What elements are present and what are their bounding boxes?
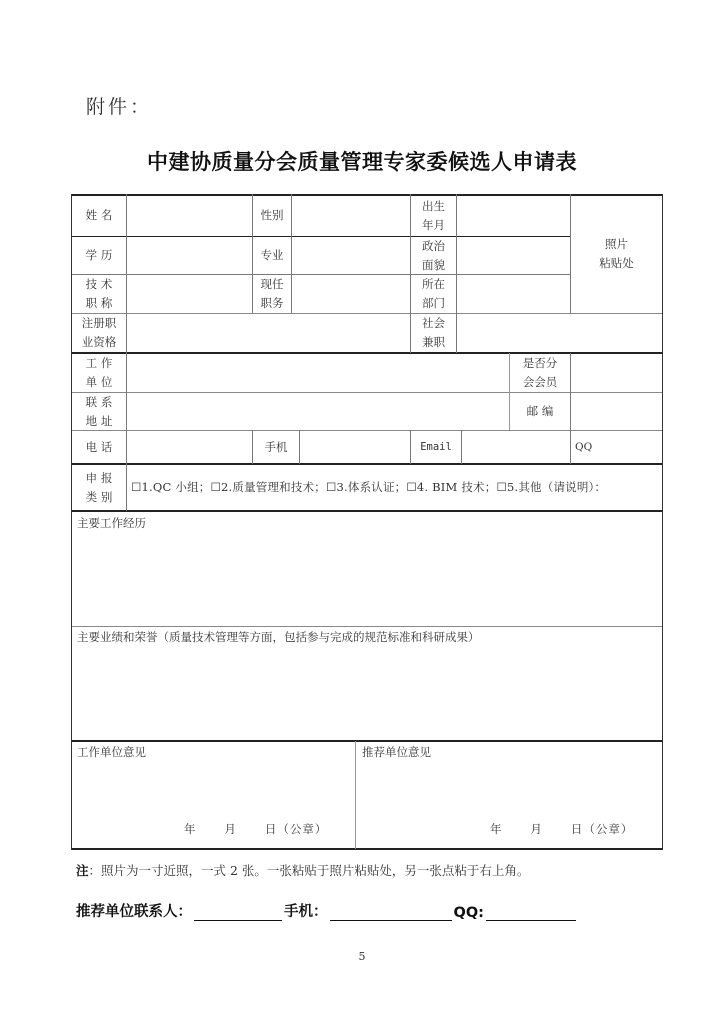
contact-qq-blank[interactable] [486, 904, 576, 921]
qq-field[interactable] [600, 431, 662, 463]
label-phone: 电 话 [85, 439, 113, 454]
email-field[interactable] [462, 431, 570, 463]
education-field[interactable] [127, 237, 252, 274]
checkbox-icon[interactable]: ☐ [496, 480, 507, 494]
label-is-member: 是否分 会会员 [522, 356, 558, 389]
label-recommender-opinion: 推荐单位意见 [362, 745, 431, 759]
major-field[interactable] [292, 237, 410, 274]
work-unit-field[interactable] [127, 354, 509, 392]
category-option[interactable]: ☐4. BIM 技术； [406, 480, 497, 494]
address-field[interactable] [127, 393, 509, 430]
label-current-post: 现任 职务 [260, 277, 284, 310]
political-field[interactable] [457, 237, 570, 274]
label-mobile: 手机 [264, 439, 288, 454]
photo-note [76, 861, 529, 879]
unit-opinion-field[interactable] [72, 763, 355, 813]
page-number: 5 [358, 950, 366, 963]
label-email: Email [420, 440, 452, 453]
social-post-field[interactable] [457, 314, 662, 352]
label-reg-qualification: 注册职 业资格 [81, 316, 117, 349]
label-major: 专业 [260, 248, 284, 262]
label-postcode: 邮 编 [526, 404, 554, 418]
note-text: ：照片为一寸近照，一式 2 张。一张粘贴于照片粘贴处，另一张点粘于右上角。 [88, 863, 530, 878]
category-option[interactable]: ☐2.质量管理和技术； [210, 480, 326, 494]
label-gender: 性别 [260, 208, 284, 222]
row-divider [71, 740, 663, 742]
mobile-field[interactable] [300, 431, 410, 463]
label-name: 姓 名 [85, 208, 113, 222]
label-political: 政治 面貌 [422, 238, 445, 272]
recommender-date-seal: 年 月 日（公章） [490, 822, 634, 836]
row-divider [71, 510, 663, 512]
contact-line [76, 900, 578, 921]
contact-mobile-blank[interactable] [330, 904, 452, 921]
reg-qualification-field[interactable] [127, 314, 410, 352]
is-member-field[interactable] [571, 354, 662, 392]
achievements-field[interactable] [72, 648, 662, 740]
unit-date-seal: 年 月 日（公章） [184, 822, 328, 836]
row-divider [71, 463, 663, 465]
category-option[interactable]: ☐3.体系认证； [325, 480, 407, 494]
label-unit-opinion: 工作单位意见 [77, 745, 146, 759]
label-birth: 出生 年月 [422, 198, 445, 232]
checkbox-icon[interactable]: ☐ [325, 480, 337, 494]
phone-field[interactable] [127, 431, 252, 463]
category-options [131, 479, 606, 495]
birth-field[interactable] [457, 195, 570, 236]
postcode-field[interactable] [571, 393, 662, 430]
form-title: 中建协质量分会质量管理专家委候选人申请表 [147, 150, 577, 174]
note-prefix: 注 [76, 863, 89, 878]
label-work-history: 主要工作经历 [77, 516, 146, 530]
label-category: 申 报 类 别 [85, 470, 113, 504]
label-work-unit: 工 作 单 位 [85, 356, 113, 389]
checkbox-icon[interactable]: ☐ [406, 480, 417, 494]
label-address: 联 系 地 址 [85, 394, 113, 428]
name-field[interactable] [127, 195, 252, 236]
label-social-post: 社会 兼职 [422, 316, 445, 349]
table-border-bottom [71, 848, 663, 850]
checkbox-icon[interactable]: ☐ [131, 480, 142, 494]
tech-title-field[interactable] [127, 275, 252, 313]
qq-label: QQ: [453, 905, 484, 921]
contact-label: 推荐单位联系人： [76, 904, 192, 920]
current-post-field[interactable] [292, 275, 410, 313]
label-tech-title: 技 术 职 称 [85, 277, 113, 310]
label-achievements: 主要业绩和荣誉（质量技术管理等方面，包括参与完成的规范标准和科研成果） [77, 630, 480, 644]
label-education: 学 历 [85, 248, 113, 262]
category-option[interactable]: ☐5.其他（请说明）： [496, 480, 607, 494]
label-department: 所在 部门 [422, 277, 445, 310]
label-qq: QQ [575, 440, 593, 453]
row-divider [71, 626, 663, 627]
category-option[interactable]: ☐1.QC 小组； [131, 480, 211, 494]
table-border-right [662, 194, 663, 850]
recommender-opinion-field[interactable] [356, 763, 662, 813]
work-history-field[interactable] [72, 534, 662, 625]
checkbox-icon[interactable]: ☐ [210, 480, 221, 494]
department-field[interactable] [457, 275, 570, 313]
mobile-label: 手机： [284, 904, 328, 920]
photo-area[interactable]: 照片 粘贴处 [599, 237, 634, 270]
contact-name-blank[interactable] [194, 904, 282, 921]
gender-field[interactable] [292, 195, 410, 236]
attachment-label: 附件： [86, 96, 153, 118]
